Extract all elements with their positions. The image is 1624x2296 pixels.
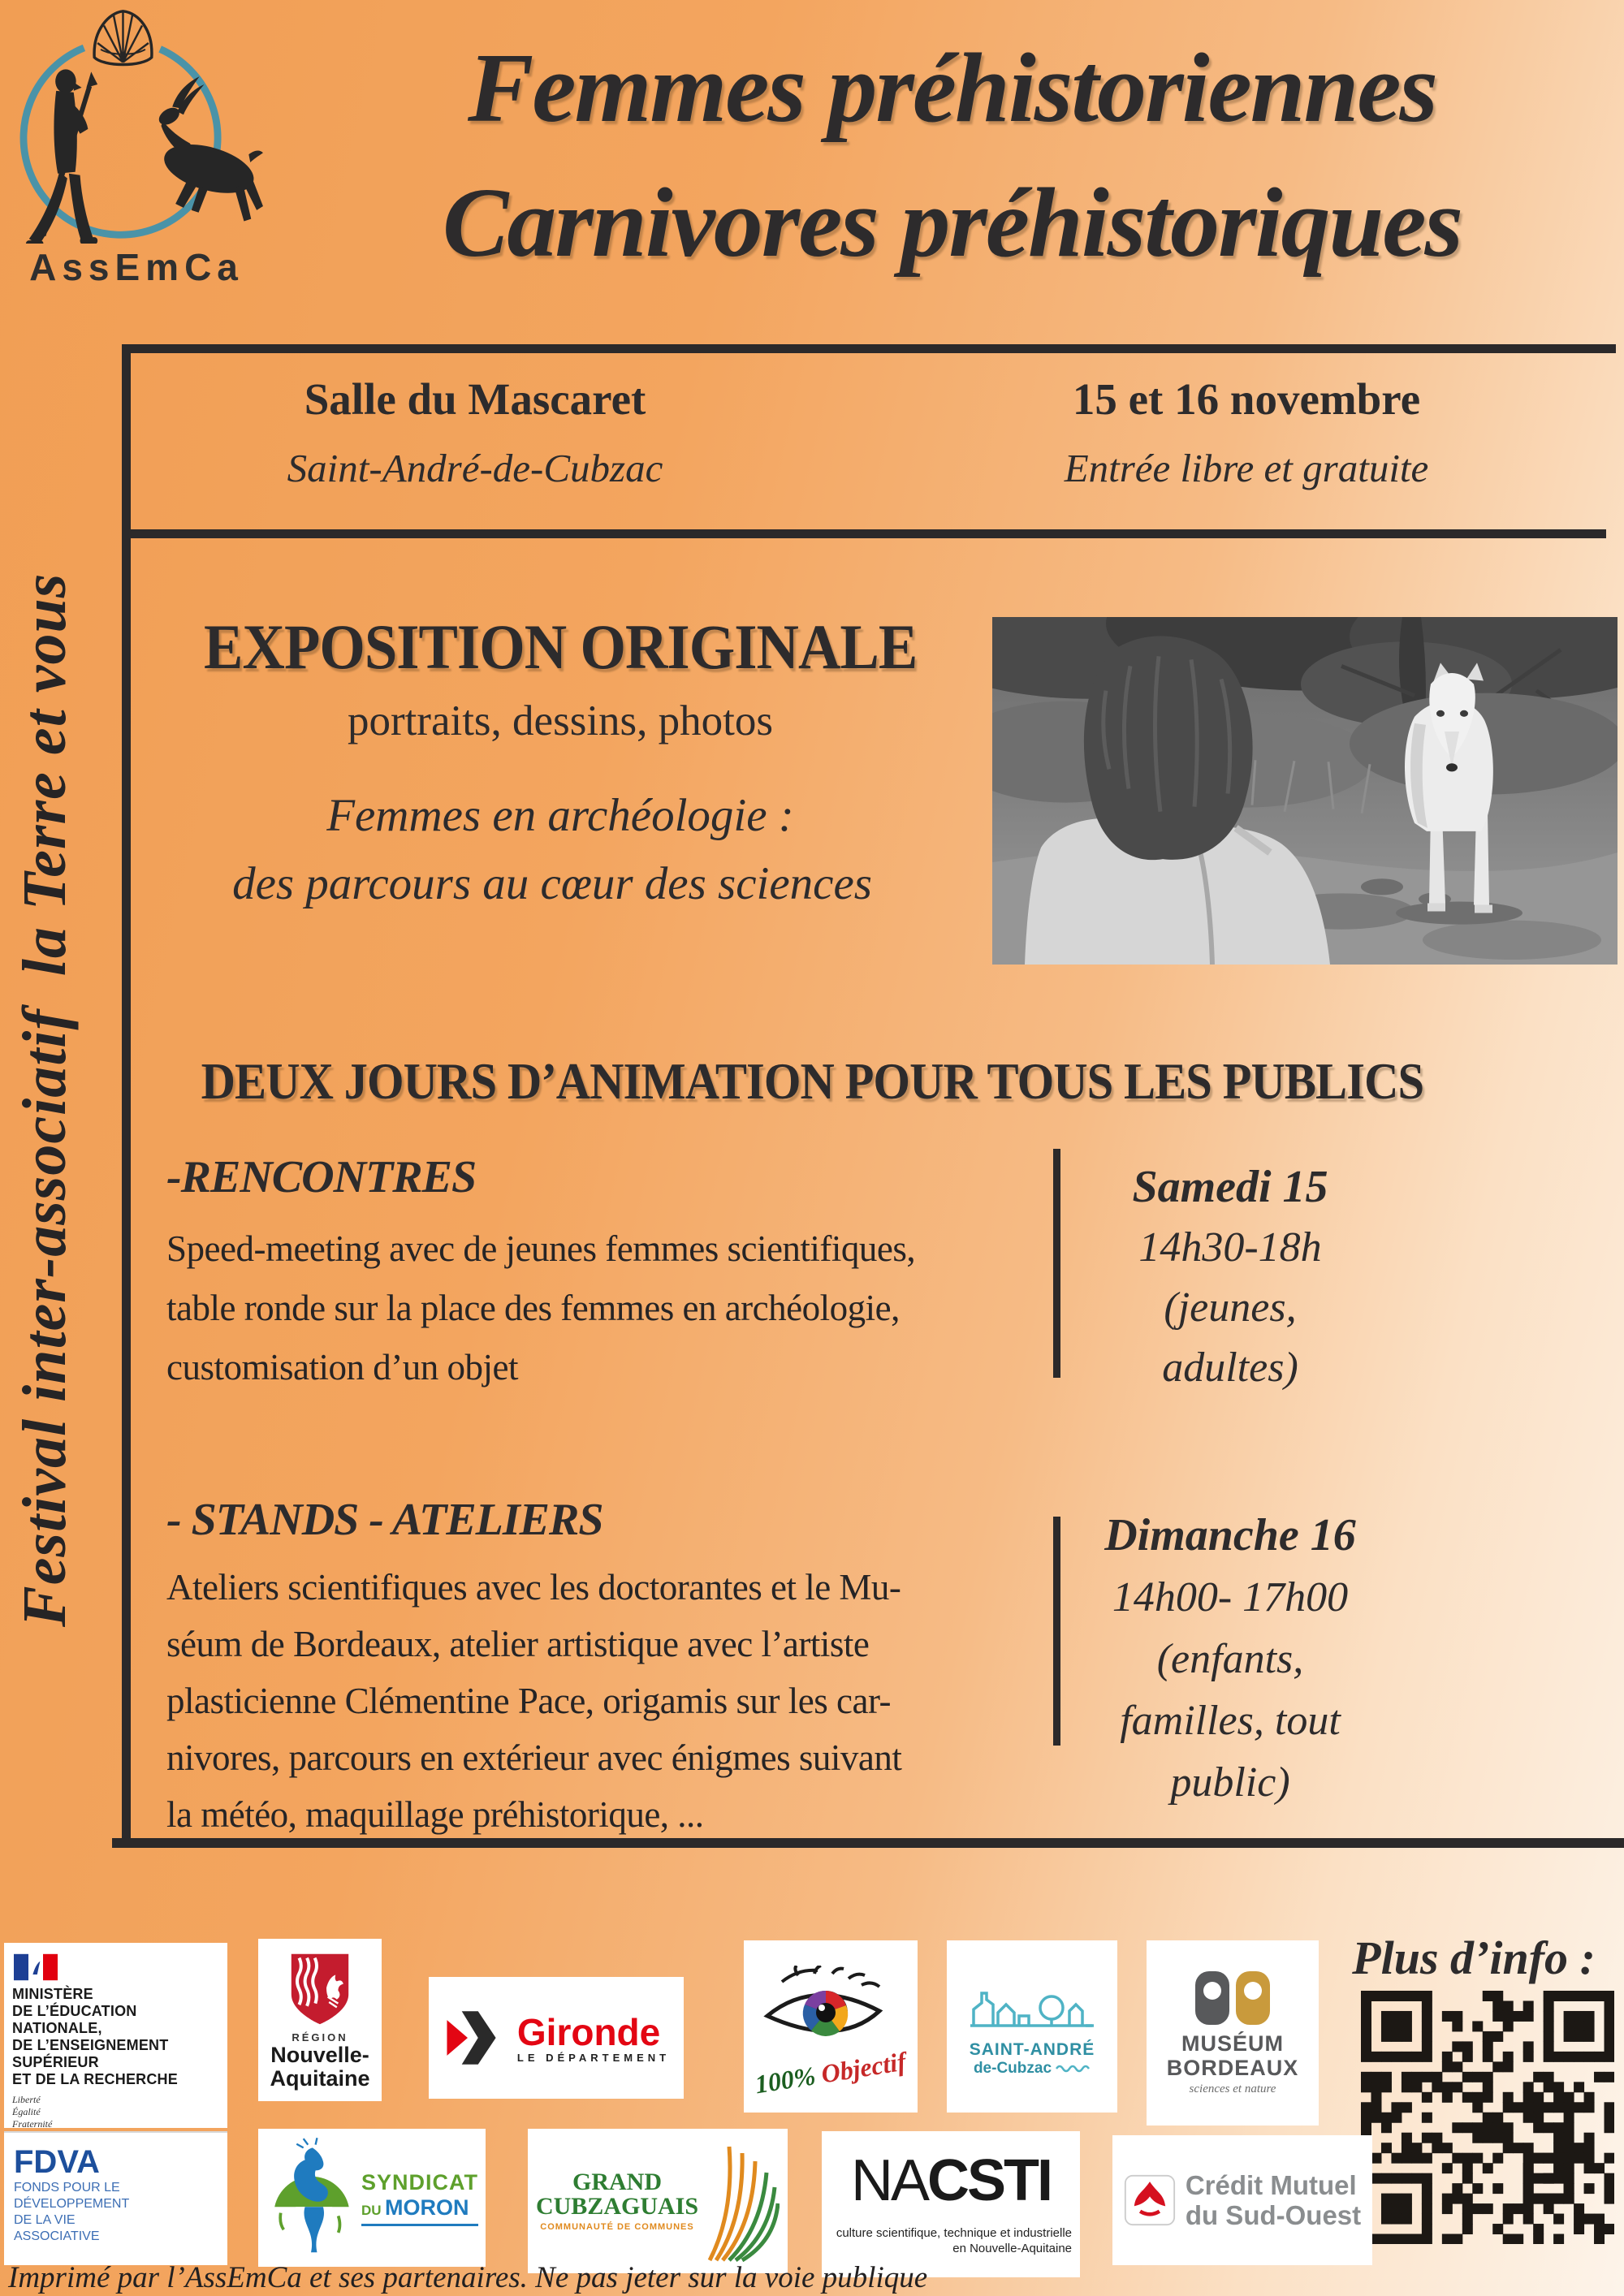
gironde-chevron-icon (443, 2006, 509, 2069)
poster-title (284, 21, 1620, 291)
partner-grand-cubzaguais (528, 2129, 788, 2273)
stands-heading: - STANDS - ATELIERS (166, 1495, 603, 1545)
partner-saint-andre (947, 1940, 1117, 2113)
ministere-motto: Égalité (12, 2106, 41, 2117)
partner-syndicat-moron (258, 2129, 486, 2267)
rencontres-text (166, 1219, 1047, 1397)
partner-credit-mutuel (1112, 2135, 1372, 2265)
admission-note: Entrée libre et gratuite (1064, 446, 1429, 490)
circle-arc (6, 10, 248, 244)
stands-line: plasticienne Clémentine Pace, origamis sur les car- (166, 1681, 892, 1721)
frame-middle-line (122, 529, 1606, 538)
nacsti-na: NA (850, 2148, 927, 2213)
assemca-logo-text: AssEmCa (29, 246, 244, 288)
exhibition-photo (992, 617, 1618, 965)
assemca-logo (6, 5, 278, 297)
dimanche-divider-line (1053, 1517, 1060, 1746)
rencontres-line: customisation d’un objet (166, 1347, 518, 1388)
shell-icon (94, 11, 152, 65)
partner-100-objectif (744, 1940, 918, 2113)
eye-camera-icon (758, 1966, 904, 2056)
city-skyline-icon (967, 1975, 1097, 2035)
rencontres-heading: -RENCONTRES (166, 1152, 477, 1202)
dimanche-day: Dimanche 16 (1104, 1510, 1356, 1560)
stands-line: nivores, parcours en extérieur avec énigmes suivant (166, 1737, 902, 1778)
dimanche-schedule (1068, 1504, 1393, 1814)
syndicat-du: DU (361, 2202, 382, 2218)
credit-mutuel-line2: du Sud-Ouest (1185, 2200, 1362, 2230)
partner-nacsti (822, 2131, 1080, 2277)
ministere-line: SUPÉRIEUR (12, 2054, 99, 2070)
cubzaguais-subtitle: COMMUNAUTÉ DE COMMUNES (540, 2222, 694, 2232)
nacsti-subtitle-2: en Nouvelle-Aquitaine (952, 2242, 1072, 2255)
fdva-line: DÉVELOPPEMENT (14, 2197, 130, 2211)
samedi-day: Samedi 15 (1132, 1162, 1328, 1212)
museum-line2: BORDEAUX (1166, 2056, 1299, 2080)
museum-line1: MUSÉUM (1181, 2031, 1284, 2056)
museum-subtitle: sciences et nature (1189, 2082, 1276, 2095)
stands-text (166, 1559, 1047, 1843)
dimanche-hours: 14h00- 17h00 (1112, 1574, 1349, 1621)
exposition-tagline-1: Femmes en archéologie : (326, 790, 794, 841)
region-label: RÉGION (292, 2031, 348, 2044)
wave-icon (1055, 2064, 1091, 2074)
exposition-tagline-2: des parcours au cœur des sciences (232, 858, 872, 909)
samedi-audience: adultes) (1162, 1344, 1298, 1391)
rencontres-line: table ronde sur la place des femmes en archéologie, (166, 1288, 900, 1328)
more-info-label: Plus d’info : (1352, 1931, 1596, 1984)
samedi-audience: (jeunes, (1164, 1284, 1297, 1331)
region-name-1: Nouvelle- (270, 2042, 369, 2067)
partner-region-nouvelle-aquitaine (258, 1939, 382, 2101)
dimanche-audience: public) (1170, 1759, 1290, 1806)
rencontres-line: Speed-meeting avec de jeunes femmes scientifiques, (166, 1228, 916, 1269)
event-dates: 15 et 16 novembre (1072, 374, 1421, 424)
samedi-schedule (1068, 1156, 1393, 1398)
dimanche-audience: familles, tout (1120, 1698, 1341, 1744)
exposition-subheading: portraits, dessins, photos (347, 697, 774, 744)
fan-lines-icon (702, 2140, 780, 2262)
credit-mutuel-line1: Crédit Mutuel (1185, 2170, 1357, 2200)
objectif-part2: Objectif (819, 2046, 909, 2089)
samedi-divider-line (1053, 1149, 1060, 1378)
stands-line: la météo, maquillage préhistorique, ... (166, 1794, 704, 1835)
title-line2: Carnivores préhistoriques (443, 168, 1462, 278)
stands-line: Ateliers scientifiques avec les doctorantes et le Mu- (166, 1567, 901, 1608)
qr-code (1361, 1991, 1614, 2244)
ministere-motto: Fraternité (12, 2118, 53, 2128)
partner-museum-bordeaux (1147, 1940, 1319, 2126)
ministere-line: MINISTÈRE (12, 1986, 93, 2002)
ministere-line: DE L’ENSEIGNEMENT (12, 2037, 169, 2053)
ministere-line: ET DE LA RECHERCHE (12, 2071, 178, 2087)
animations-heading: DEUX JOURS D’ANIMATION POUR TOUS LES PUBLICS (201, 1053, 1423, 1110)
dimanche-audience: (enfants, (1156, 1636, 1304, 1682)
museum-mark-icon (1194, 1970, 1272, 2026)
ministere-line: NATIONALE, (12, 2020, 102, 2036)
french-flag-icon (12, 1953, 59, 1982)
samedi-hours: 14h30-18h (1138, 1224, 1322, 1271)
saint-andre-line1: SAINT-ANDRÉ (969, 2040, 1095, 2059)
ministere-line: DE L’ÉDUCATION (12, 2003, 137, 2019)
syndicat-moron: MORON (385, 2195, 469, 2220)
exposition-heading: EXPOSITION ORIGINALE (203, 611, 918, 682)
cubzaguais-line2: CUBZAGUAIS (535, 2193, 699, 2220)
partner-gironde (429, 1977, 684, 2099)
footer-note: Imprimé par l’AssEmCa et ses partenaires. Ne pas jeter sur la voie publique (8, 2261, 928, 2294)
saint-andre-line2: de-Cubzac (973, 2060, 1052, 2077)
venue-city: Saint-André-de-Cubzac (287, 446, 663, 490)
credit-mutuel-icon (1124, 2174, 1176, 2226)
nacsti-subtitle-1: culture scientifique, technique et industrielle (836, 2226, 1072, 2240)
title-line1: Femmes préhistoriennes (467, 33, 1437, 143)
festival-banner: Festival inter-associatif la Terre et vous (11, 572, 79, 1628)
fdva-line: ASSOCIATIVE (14, 2229, 100, 2243)
partner-fdva (4, 2131, 227, 2265)
objectif-part1: 100% (753, 2060, 818, 2099)
fdva-acronym: FDVA (14, 2144, 100, 2180)
nacsti-csti: CSTI (927, 2148, 1052, 2213)
assemca-logo-icon (6, 5, 278, 244)
ministere-motto: Liberté (12, 2094, 41, 2105)
partner-ministere (4, 1943, 227, 2128)
fdva-line: FONDS POUR LE (14, 2181, 120, 2195)
otter-river-icon (266, 2137, 356, 2259)
venue-name: Salle du Mascaret (304, 374, 646, 424)
region-name-2: Aquitaine (270, 2065, 370, 2091)
stands-line: séum de Bordeaux, atelier artistique avec l’artiste (166, 1624, 870, 1664)
gironde-subtitle: LE DÉPARTEMENT (516, 2051, 671, 2064)
nouvelle-aquitaine-shield-icon (286, 1950, 354, 2028)
gironde-name: Gironde (516, 2010, 661, 2053)
syndicat-line1: SYNDICAT (361, 2169, 478, 2195)
fdva-line: DE LA VIE (14, 2213, 76, 2227)
frame-top-line (122, 344, 1616, 353)
cubzaguais-line1: GRAND (572, 2169, 662, 2195)
